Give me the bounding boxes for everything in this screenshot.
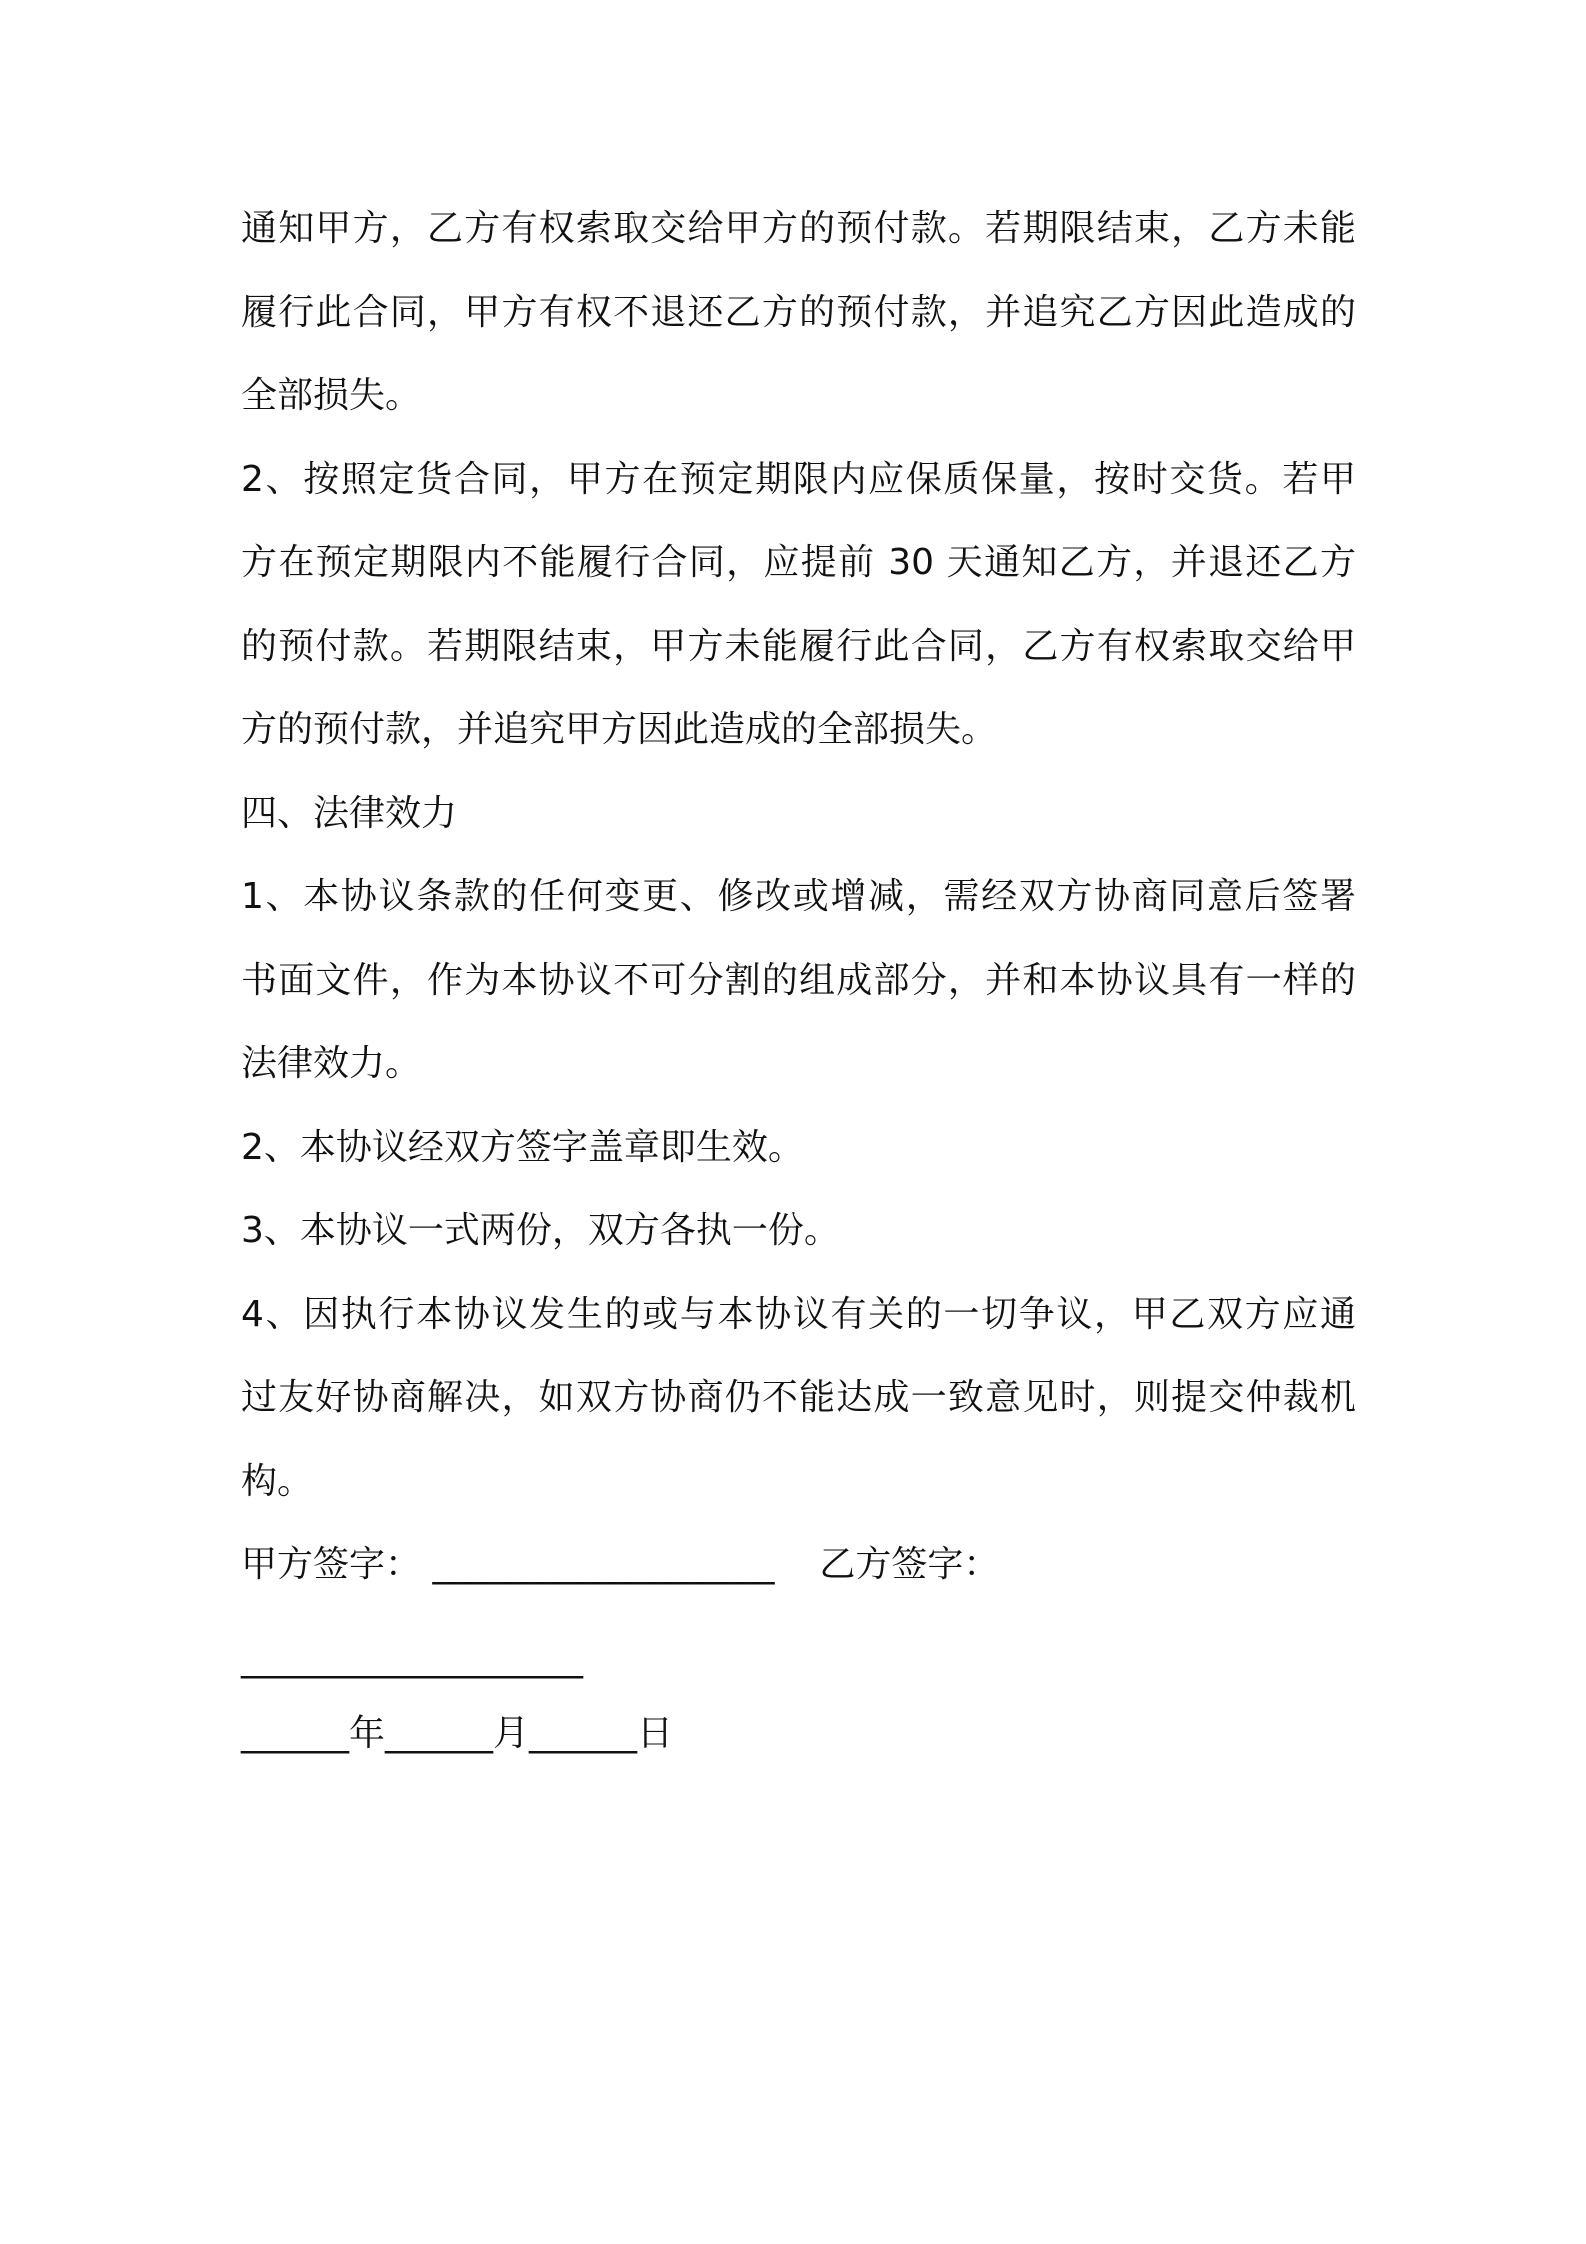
paragraph-line: 通知甲方，乙方有权索取交给甲方的预付款。若期限结束，乙方未能: [241, 208, 1356, 249]
paragraph-line: 过友好协商解决，如双方协商仍不能达成一致意见时，则提交仲裁机: [241, 1377, 1356, 1418]
paragraph-line: 的预付款。若期限结束，甲方未能履行此合同，乙方有权索取交给甲: [241, 626, 1356, 667]
paragraph-line: 构。: [241, 1461, 314, 1502]
paragraph-line: 履行此合同，甲方有权不退还乙方的预付款，并追究乙方因此造成的: [241, 292, 1356, 333]
paragraph-line: 书面文件，作为本协议不可分割的组成部分，并和本协议具有一样的: [241, 960, 1356, 1001]
paragraph-line: 方在预定期限内不能履行合同，应提前 30 天通知乙方，并退还乙方: [241, 542, 1356, 583]
clause-item: 2、本协议经双方签字盖章即生效。: [241, 1127, 804, 1168]
party-b-signature-blank[interactable]: ___________________: [241, 1638, 583, 1679]
paragraph-line: 2、按照定货合同，甲方在预定期限内应保质保量，按时交货。若甲: [241, 459, 1356, 500]
date-line[interactable]: ______年______月______日: [241, 1713, 673, 1754]
paragraph-line: 方的预付款，并追究甲方因此造成的全部损失。: [241, 709, 998, 750]
clause-item: 3、本协议一式两份，双方各执一份。: [241, 1210, 840, 1251]
paragraph-line: 1、本协议条款的任何变更、修改或增减，需经双方协商同意后签署: [241, 876, 1356, 917]
party-b-signature-label: 乙方签字：: [819, 1544, 1000, 1585]
party-a-signature-blank[interactable]: ___________________: [432, 1544, 775, 1585]
section-heading: 四、法律效力: [241, 793, 458, 834]
paragraph-line: 全部损失。: [241, 375, 422, 416]
party-a-signature-label: 甲方签字：: [241, 1544, 422, 1585]
signature-row: [241, 1543, 999, 1587]
paragraph-line: 法律效力。: [241, 1043, 422, 1084]
paragraph-line: 4、因执行本协议发生的或与本协议有关的一切争议，甲乙双方应通: [241, 1294, 1356, 1335]
